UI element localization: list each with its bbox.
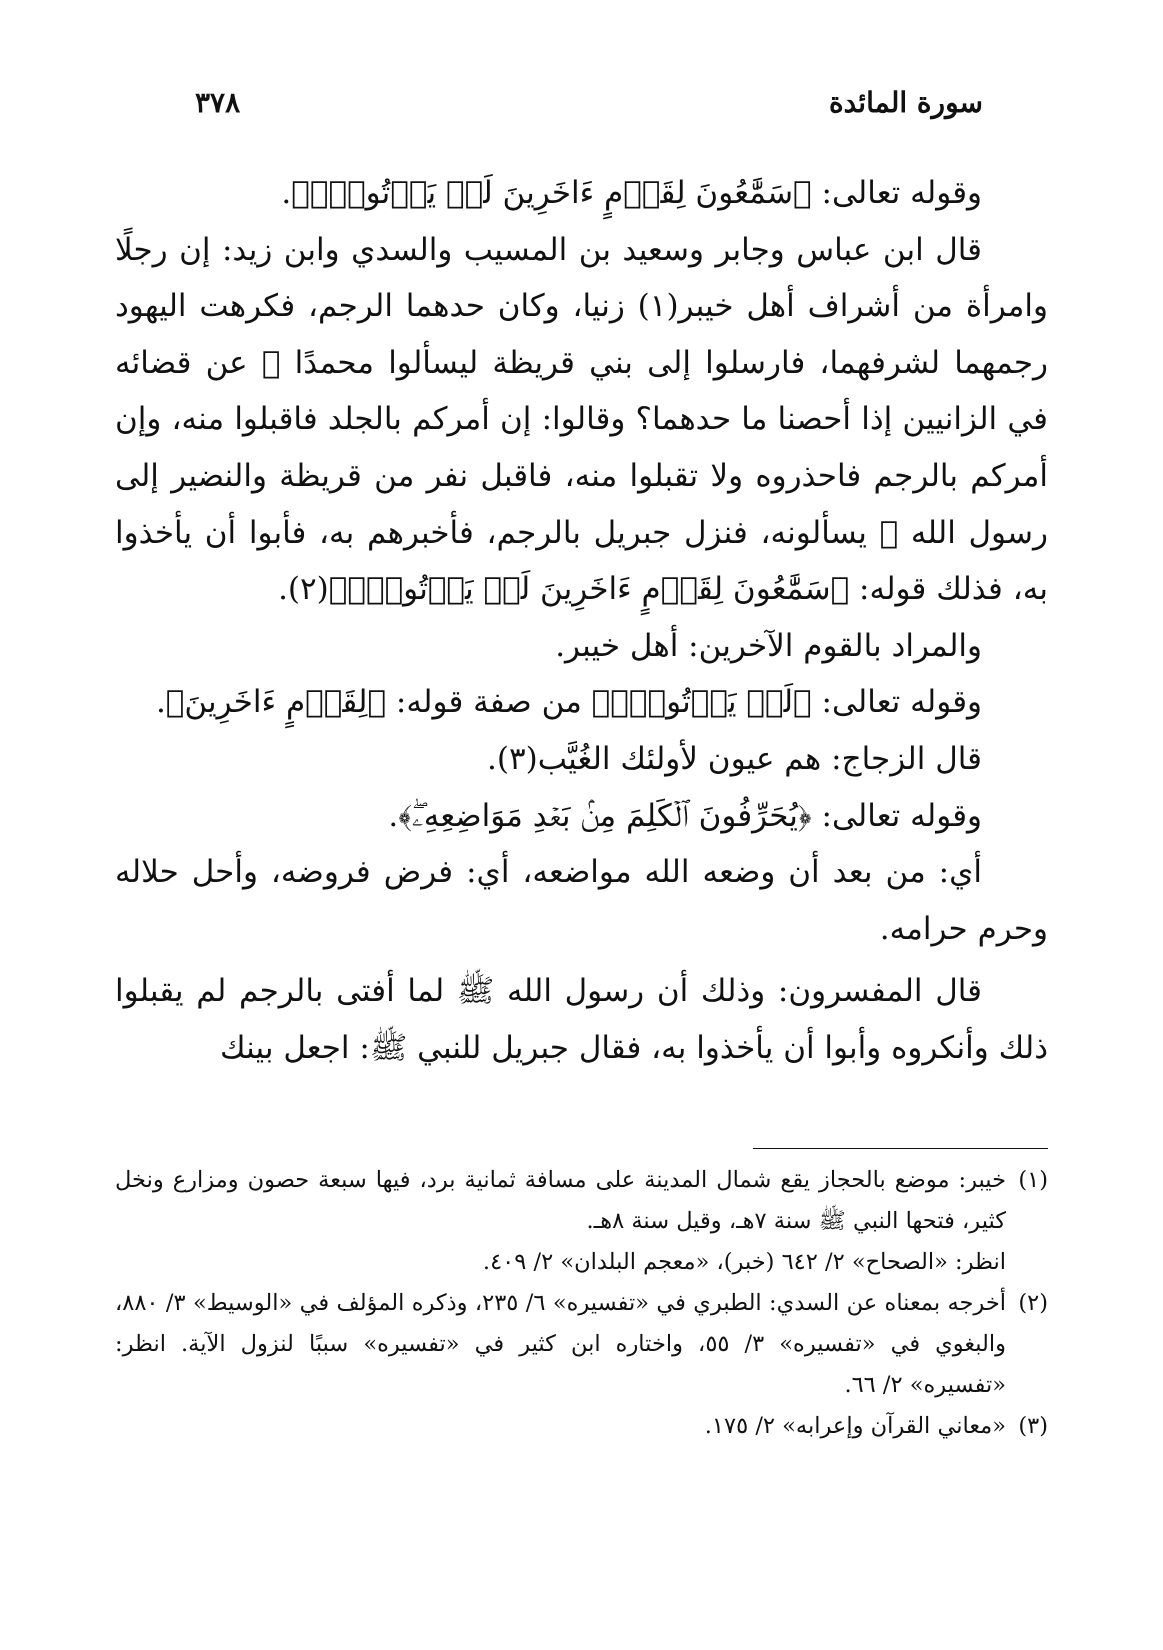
footnote-line: خيبر: موضع بالحجاز يقع شمال المدينة على مسافة ثمانية برد، فيها سبعة حصون ومزارع ونخل كثير، فتحها النبي ﷺ سنة ٧هـ، وقيل سنة ٨هـ. [115,1167,1006,1234]
footnote-number: (١) [1018,1167,1048,1193]
footnote-2 [115,1283,1048,1406]
page-number: ٣٧٨ [195,85,241,119]
paragraph: وقوله تعالى: ﴿يُحَرِّفُونَ ٱلۡكَلِمَ مِنۢ بَعۡدِ مَوَاضِعِهِۦۖ﴾. [388,797,982,834]
paragraph: وقوله تعالى: ﴿سَمَّٰعُونَ لِقَوۡمٍ ءَاخَرِينَ لَمۡ يَأۡتُوكَۖ﴾. [281,175,982,211]
footnote-body [115,1283,1006,1406]
footnotes [115,1160,1048,1447]
footnote-number: (٣) [1018,1413,1048,1439]
footnote-line: «معاني القرآن وإعرابه» ٢/ ١٧٥. [704,1413,1006,1439]
paragraph: قال ابن عباس وجابر وسعيد بن المسيب والسدي وابن زيد: إن رجلًا وامرأة من أشراف أهل خيبر(١) زنيا، وكان حدهما الرجم، فكرهت اليهود رجمهما لشرفهما، فارسلوا إلى بني قريظة ليسألوا محمدًا ﷺ عن قضائه في الزانيين إذا أحصنا ما حدهما؟ وقالوا: إن أمركم بالجلد فاقبلوا منه، وإن أمركم بالرجم فاحذروه ولا تقبلوا منه، فاقبل نفر من قريظة والنضير إلى رسول الله ﷺ يسألونه، فنزل جبريل بالرجم، فأخبرهم به، فأبوا أن يأخذوا به، فذلك قوله: ﴿سَمَّٰعُونَ لِقَوۡمٍ ءَاخَرِينَ لَمۡ يَأۡتُوكَۖ﴾(٢). [115,231,1048,608]
page-header [195,82,983,122]
footnote-number: (٢) [1018,1290,1048,1316]
footnote-1 [115,1160,1048,1283]
main-text [115,165,1048,1077]
paragraph: وقوله تعالى: ﴿لَمۡ يَأۡتُوكَۖ﴾ من صفة قوله: ﴿لِقَوۡمٍ ءَاخَرِينَ﴾. [155,684,982,721]
surah-title: سورة المائدة [828,85,983,119]
footnote-line: انظر: «الصحاح» ٢/ ٦٤٢ (خبر)، «معجم البلدان» ٢/ ٤٠٩. [482,1249,1006,1275]
paragraph: قال الزجاج: هم عيون لأولئك الغُيَّب(٣). [487,740,982,777]
paragraph: أي: من بعد أن وضعه الله مواضعه، أي: فرض فروضه، وأحل حلاله وحرم حرامه. [115,854,1048,947]
footnote-body [115,1160,1006,1283]
footnote-3 [115,1406,1048,1447]
paragraph: والمراد بالقوم الآخرين: أهل خيبر. [555,627,982,664]
footnote-separator [753,1148,1048,1149]
paragraph: قال المفسرون: وذلك أن رسول الله ﷺ لما أفتى بالرجم لم يقبلوا ذلك وأنكروه وأبوا أن يأخذوا به، فقال جبريل للنبي ﷺ: اجعل بينك [115,973,1048,1066]
footnote-body [115,1406,1006,1447]
footnote-line: أخرجه بمعناه عن السدي: الطبري في «تفسيره» ٦/ ٢٣٥، وذكره المؤلف في «الوسيط» ٣/ ٨٨٠، والبغوي في «تفسيره» ٣/ ٥٥، واختاره ابن كثير في «تفسيره» سببًا لنزول الآية. انظر: «تفسيره» ٢/ ٦٦. [115,1290,1006,1398]
